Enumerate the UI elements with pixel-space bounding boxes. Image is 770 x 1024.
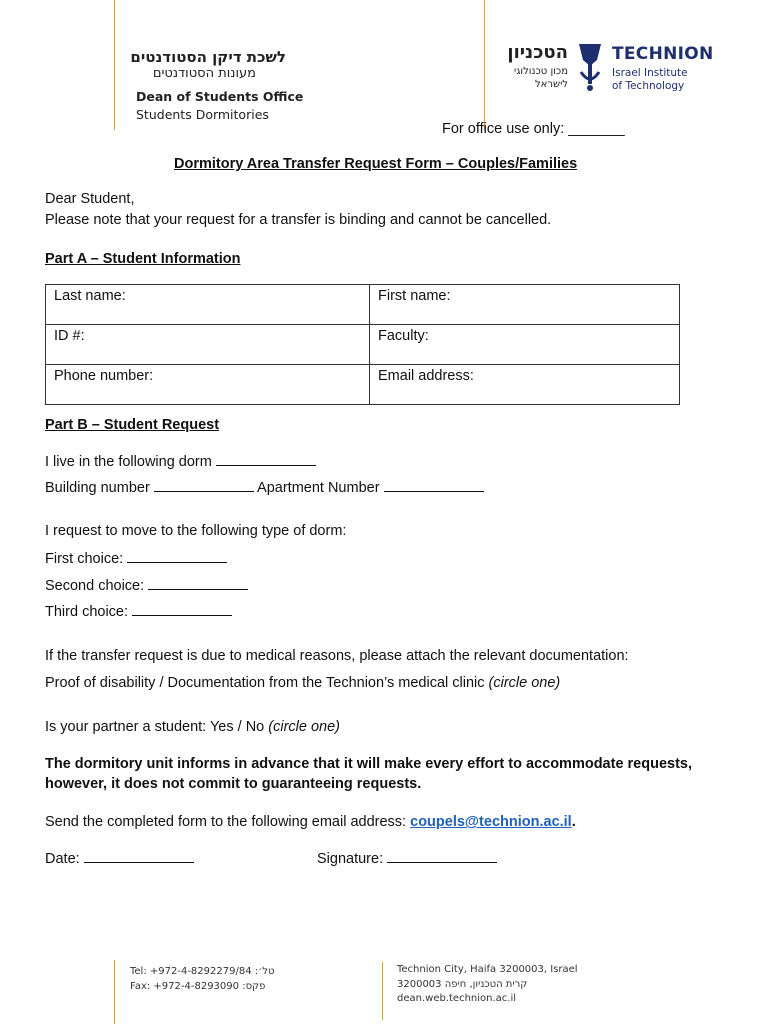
phone-field[interactable]: Phone number: (46, 365, 370, 405)
greeting: Dear Student, (45, 191, 135, 207)
medical-circle-one: (circle one) (488, 675, 561, 691)
building-label: Building number (45, 480, 150, 496)
dean-hebrew-title: לשכת דיקן הסטודנטים (130, 48, 286, 66)
signature-label: Signature: (317, 851, 384, 867)
email-link[interactable]: coupels@technion.ac.il (410, 814, 572, 830)
third-choice-blank[interactable] (132, 603, 232, 616)
current-dorm-blank[interactable] (216, 453, 316, 466)
date-label: Date: (45, 851, 80, 867)
apartment-blank[interactable] (384, 479, 484, 492)
partner-line (45, 719, 340, 735)
first-choice-blank[interactable] (127, 550, 227, 563)
part-a-heading: Part A – Student Information (45, 251, 241, 267)
date-blank[interactable] (84, 850, 194, 863)
building-line (45, 479, 484, 496)
date-line (45, 850, 194, 867)
footer-address-he: קרית הטכניון, חיפה 3200003 (397, 979, 528, 990)
signature-blank[interactable] (387, 850, 497, 863)
send-period: . (571, 814, 576, 830)
form-title: Dormitory Area Transfer Request Form – Couples/Families (174, 156, 578, 172)
current-dorm-label: I live in the following dorm (45, 454, 212, 470)
medical-options: Proof of disability / Documentation from the Technion’s medical clinic (45, 675, 485, 691)
send-instruction: Send the completed form to the following email address: (45, 814, 407, 830)
third-choice-line (45, 603, 232, 620)
last-name-field[interactable]: Last name: (46, 285, 370, 325)
send-instruction-line (45, 814, 576, 830)
building-blank[interactable] (154, 479, 254, 492)
technion-english-sub1: Israel Institute (612, 67, 688, 79)
first-name-field[interactable]: First name: (370, 285, 680, 325)
footer-fax: Fax: +972-4-8293090 :פקס (130, 981, 266, 992)
email-field[interactable]: Email address: (370, 365, 680, 405)
footer-address-en: Technion City, Haifa 3200003, Israel (397, 964, 578, 975)
third-choice-label: Third choice: (45, 604, 129, 620)
footer-website[interactable]: dean.web.technion.ac.il (397, 993, 517, 1004)
second-choice-line (45, 577, 248, 594)
table-row (46, 285, 680, 325)
request-intro: I request to move to the following type of dorm: (45, 523, 347, 539)
first-choice-line (45, 550, 227, 567)
technion-english-sub2: of Technology (612, 80, 685, 92)
technion-hebrew-sub1: מכון טכנולוגי (514, 66, 568, 77)
table-row (46, 325, 680, 365)
student-info-table (45, 284, 680, 405)
partner-question: Is your partner a student: Yes / No (45, 719, 265, 735)
footer-middle-divider (382, 962, 383, 1020)
dean-office-title: Dean of Students Office (136, 89, 304, 104)
first-choice-label: First choice: (45, 551, 124, 567)
header-right-divider (484, 0, 485, 130)
technion-emblem-icon (575, 42, 605, 94)
medical-instruction: If the transfer request is due to medical reasons, please attach the relevant documentation: (45, 648, 629, 664)
commitment-notice-line2: however, it does not commit to guaranteeing requests. (45, 776, 422, 792)
technion-english-name: TECHNION (612, 44, 714, 64)
footer-tel: Tel: +972-4-8292279/84 :טל׳ (130, 966, 275, 977)
technion-hebrew-sub2: לישראל (534, 79, 568, 90)
signature-line (317, 850, 497, 867)
medical-options-line (45, 675, 560, 691)
binding-notice: Please note that your request for a transfer is binding and cannot be cancelled. (45, 212, 552, 228)
commitment-notice-line1: The dormitory unit informs in advance that it will make every effort to accommodate requests, (45, 756, 693, 772)
apartment-label: Apartment Number (257, 480, 380, 496)
footer-left-divider (114, 960, 115, 1024)
partner-circle-one: (circle one) (268, 719, 340, 735)
current-dorm-line (45, 453, 316, 470)
table-row (46, 365, 680, 405)
second-choice-label: Second choice: (45, 578, 145, 594)
header-left-divider (114, 0, 115, 130)
faculty-field[interactable]: Faculty: (370, 325, 680, 365)
office-use-label: For office use only: _______ (442, 121, 625, 137)
part-b-heading: Part B – Student Request (45, 417, 220, 433)
second-choice-blank[interactable] (148, 577, 248, 590)
dormitories-hebrew-title: מעונות הסטודנטים (152, 66, 256, 81)
dormitories-title: Students Dormitories (136, 107, 269, 122)
technion-hebrew-name: הטכניון (507, 42, 568, 63)
id-field[interactable]: ID #: (46, 325, 370, 365)
